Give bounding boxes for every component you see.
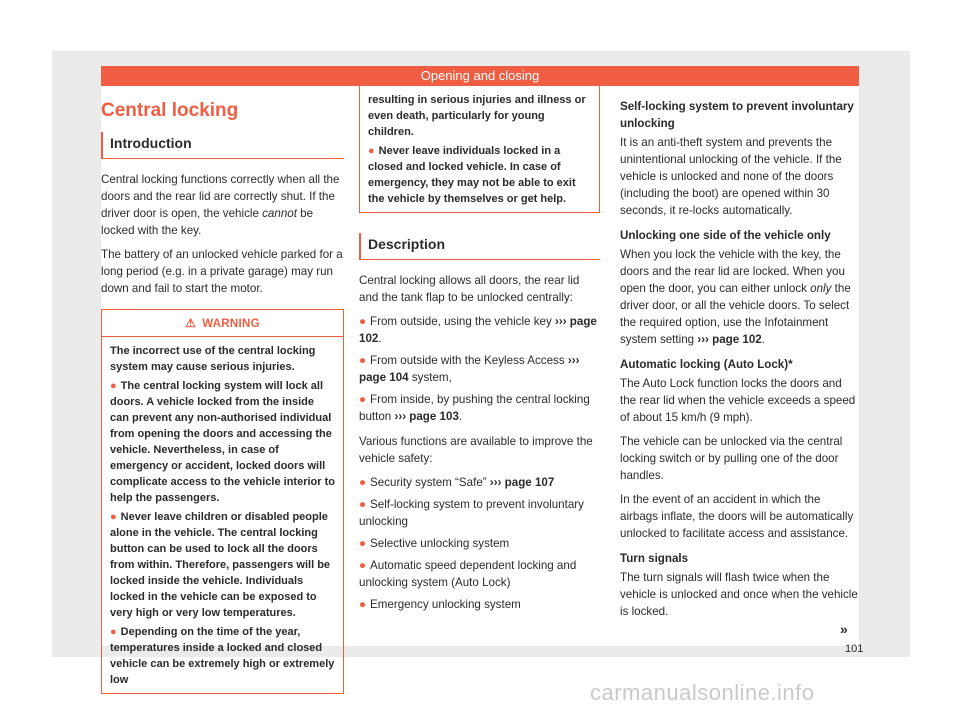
- column-2: [356, 86, 610, 646]
- bullet-icon: ●: [359, 537, 367, 550]
- warning-bullet-4: ● Never leave individuals locked in a closed and locked vehicle. In case of emergency, they may not be able to exit the vehicle by themselves or get help.: [368, 145, 576, 205]
- warning-intro: The incorrect use of the central locking system may cause serious injuries.: [110, 345, 316, 373]
- list-item: ● Security system “Safe” ››› page 107: [359, 476, 555, 489]
- bullet-icon: ●: [359, 354, 367, 367]
- continue-arrow-icon: »: [840, 621, 848, 637]
- subheading-auto-lock: Automatic locking (Auto Lock)*: [620, 358, 793, 371]
- heading-introduction: Introduction: [101, 132, 344, 159]
- column-3: [610, 86, 859, 646]
- bullet-icon: ●: [110, 380, 117, 392]
- warning-header: ⚠ WARNING: [102, 310, 343, 337]
- auto-lock-paragraph-1: The Auto Lock function locks the doors and the rear lid when the vehicle exceeds a speed of about 15 km/h (9 mph).: [620, 377, 856, 424]
- self-locking-paragraph: It is an anti-theft system and prevents the unintentional unlocking of the vehicle. If the vehicle is unlocked and none of the doors (including the boot) are opened within 30 seconds, it re-locks automatically.: [620, 136, 842, 217]
- warning-bullet-3: ● Depending on the time of the year, temperatures inside a locked and closed vehicle can be extremely high or extremely low: [110, 626, 335, 686]
- warning-bullet-1: ● The central locking system will lock all doors. A vehicle locked from the inside can prevent any non-authorised individual from opening the doors and accessing the vehicle. Nevertheless, in case of emergency or accident, locked doors will complicate access to the vehicle interior to help the passengers.: [110, 380, 335, 504]
- bullet-icon: ●: [359, 559, 367, 572]
- subheading-self-locking: Self-locking system to prevent involuntary unlocking: [620, 100, 854, 130]
- intro-paragraph-2: The battery of an unlocked vehicle parked for a long period (e.g. in a private garage) may run down and fail to start the motor.: [101, 248, 343, 295]
- auto-lock-paragraph-3: In the event of an accident in which the airbags inflate, the doors will be automatically unlocked to facilitate access and assistance.: [620, 493, 854, 540]
- bullet-icon: ●: [110, 626, 117, 638]
- warning-triangle-icon: ⚠: [185, 316, 197, 330]
- unlocking-paragraph: When you lock the vehicle with the key, the doors and the rear lid are locked. When you open the door, you can either unlock only the driver door, or all the vehicle doors. To select the required option, use the Infotainment system setting ››› page 102.: [620, 248, 851, 346]
- turn-signals-paragraph: The turn signals will flash twice when the vehicle is unlocked and once when the vehicle is locked.: [620, 571, 858, 618]
- subheading-unlocking-one-side: Unlocking one side of the vehicle only: [620, 229, 831, 242]
- bullet-icon: ●: [368, 145, 375, 157]
- page-link[interactable]: ››› page 102: [359, 315, 597, 345]
- page-number: 101: [845, 643, 864, 655]
- warning-box: [101, 309, 344, 694]
- list-item: ● Self-locking system to prevent involuntary unlocking: [359, 498, 584, 528]
- intro-paragraph-1: Central locking functions correctly when all the doors and the rear lid are correctly shut. If the driver door is open, the vehicle cannot be locked with the key.: [101, 173, 340, 237]
- warning-continuation: resulting in serious injuries and illness or even death, particularly for young children.: [368, 94, 586, 138]
- bullet-icon: ●: [359, 498, 367, 511]
- column-1: [101, 86, 356, 686]
- heading-description: Description: [359, 233, 600, 260]
- list-item: ● From outside, using the vehicle key ››› page 102.: [359, 315, 597, 345]
- bullet-icon: ●: [359, 393, 367, 406]
- watermark: carmanualsonline.info: [590, 680, 815, 705]
- list-item: ● Selective unlocking system: [359, 537, 510, 550]
- warning-bullet-2: ● Never leave children or disabled people alone in the vehicle. The central locking button can be used to lock all the doors from within. Therefore, passengers will be locked inside the vehicle. Individuals locked in the vehicle can be exposed to very high or very low temperatures.: [110, 511, 331, 619]
- description-paragraph-1: Central locking allows all doors, the rear lid and the tank flap to be unlocked centrally:: [359, 274, 580, 304]
- bullet-icon: ●: [359, 476, 367, 489]
- list-item: ● From inside, by pushing the central locking button ››› page 103.: [359, 393, 590, 423]
- list-item: ● Emergency unlocking system: [359, 598, 521, 611]
- warning-box-continued: [359, 86, 600, 213]
- list-item: ● Automatic speed dependent locking and unlocking system (Auto Lock): [359, 559, 577, 589]
- page-link[interactable]: ››› page 104: [359, 354, 580, 384]
- page-link[interactable]: ››› page 107: [489, 476, 555, 489]
- bullet-icon: ●: [110, 511, 117, 523]
- section-title: Central locking: [101, 100, 239, 121]
- description-paragraph-2: Various functions are available to improve the vehicle safety:: [359, 435, 593, 465]
- page-link[interactable]: ››› page 102: [697, 333, 762, 346]
- bullet-icon: ●: [359, 315, 367, 328]
- page-link[interactable]: ››› page 103: [394, 410, 459, 423]
- subheading-turn-signals: Turn signals: [620, 552, 689, 565]
- list-item: ● From outside with the Keyless Access ››› page 104 system,: [359, 354, 580, 384]
- chapter-header: Opening and closing: [101, 66, 859, 86]
- auto-lock-paragraph-2: The vehicle can be unlocked via the central locking switch or by pulling one of the door handles.: [620, 435, 843, 482]
- bullet-icon: ●: [359, 598, 367, 611]
